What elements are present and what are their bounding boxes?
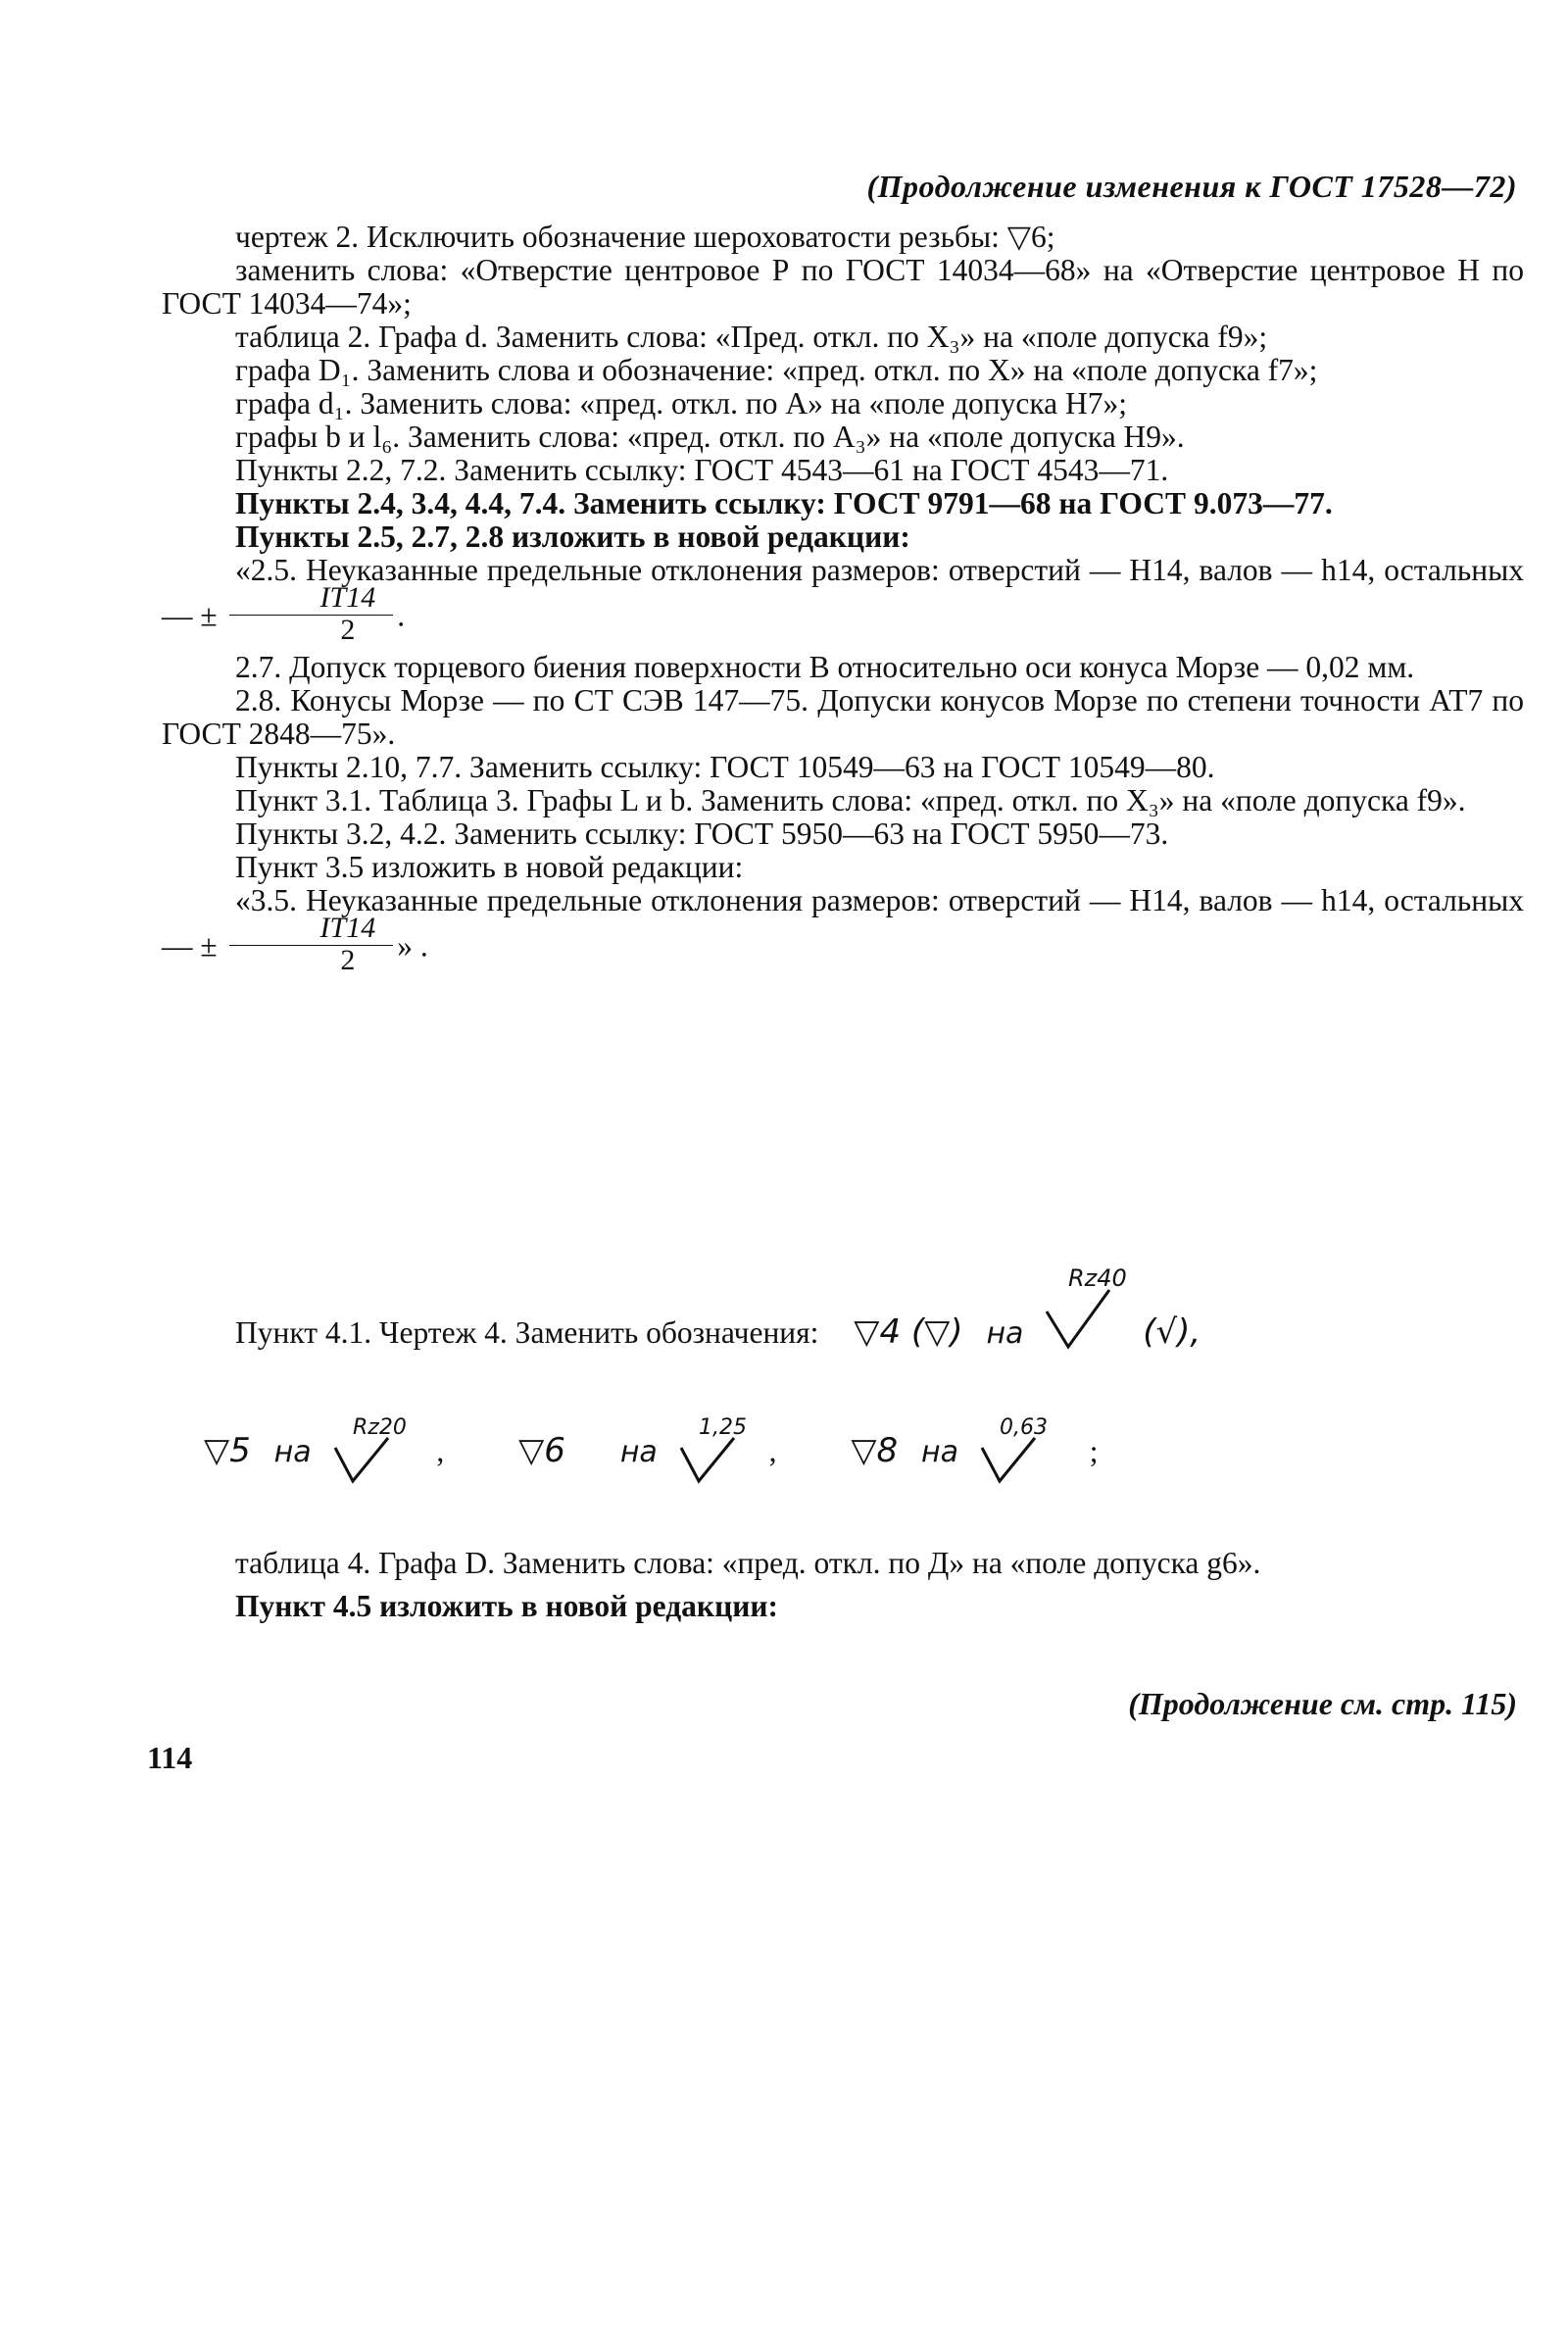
- roughness-label: 1,25: [698, 1416, 747, 1440]
- paragraph: 2.8. Конусы Морзе — по СТ СЭВ 147—75. Допуски конусов Морзе по степени точности АТ7 по ГОСТ 2848—75».: [162, 683, 1524, 751]
- paragraph: Пункт 4.5 изложить в новой редакции:: [235, 1589, 779, 1623]
- paragraph: 2.7. Допуск торцевого биения поверхности В относительно оси конуса Морзе — 0,02 мм.: [235, 650, 1415, 684]
- roughness-check-icon: [974, 1416, 1053, 1493]
- paragraph-tail: » .: [397, 928, 428, 964]
- page-header: (Продолжение изменения к ГОСТ 17528—72): [866, 169, 1517, 204]
- paragraph: Пункты 3.2, 4.2. Заменить ссылку: ГОСТ 5950—63 на ГОСТ 5950—73.: [235, 816, 1169, 851]
- continuation-note: (Продолжение см. стр. 115): [1128, 1686, 1517, 1721]
- paragraph: заменить слова: «Отверстие центровое Р по ГОСТ 14034—68» на «Отверстие центровое Н по ГОСТ 14034—74»;: [162, 253, 1524, 321]
- body-text-lower: [162, 1547, 1524, 1623]
- body-text-upper: [162, 221, 1524, 981]
- roughness-label: 0,63: [999, 1416, 1048, 1440]
- na-word: на: [920, 1435, 958, 1470]
- na-word: на: [619, 1435, 658, 1470]
- roughness-label: Rz40: [1068, 1264, 1128, 1292]
- paragraph: Пункты 2.5, 2.7, 2.8 изложить в новой редакции:: [235, 519, 910, 554]
- fraction-numerator: IT14: [229, 581, 394, 616]
- roughness-check-icon: [673, 1416, 752, 1493]
- roughness-check-icon: [1039, 1264, 1127, 1360]
- paragraph-3-5: [162, 884, 1524, 981]
- paragraph: Пункты 2.2, 7.2. Заменить ссылку: ГОСТ 4543—61 на ГОСТ 4543—71.: [235, 453, 1169, 487]
- paragraph-2-5: [162, 554, 1524, 651]
- paragraph: чертеж 2. Исключить обозначение шероховатости резьбы: ▽6;: [235, 220, 1055, 254]
- old-roughness-symbol: ▽5: [204, 1431, 251, 1471]
- paragraph-tail: .: [397, 598, 406, 633]
- fraction-denominator: 2: [340, 614, 356, 646]
- fraction: [229, 581, 394, 645]
- separator: ,: [768, 1434, 777, 1469]
- old-roughness-symbol: ▽4 (▽): [854, 1312, 963, 1353]
- old-roughness-symbol: ▽6: [518, 1431, 565, 1471]
- fraction-numerator: IT14: [229, 912, 394, 946]
- separator: ;: [1089, 1434, 1099, 1469]
- separator: ,: [436, 1434, 445, 1469]
- paragraph: Пункты 2.10, 7.7. Заменить ссылку: ГОСТ 10549—63 на ГОСТ 10549—80.: [235, 750, 1215, 784]
- paragraph-4-1: [235, 1264, 1208, 1360]
- paragraph: Пункт 3.1. Таблица 3. Графы L и b. Заменить слова: «пред. откл. по X₃» на «поле допуска f9».: [235, 783, 1466, 817]
- roughness-check-icon: [327, 1416, 406, 1493]
- paragraph-label: Пункт 4.1. Чертеж 4. Заменить обозначения:: [235, 1315, 819, 1351]
- roughness-replacements: [196, 1416, 1098, 1493]
- paragraph: Пункт 3.5 изложить в новой редакции:: [235, 850, 744, 884]
- replacement-item: [843, 1416, 1099, 1471]
- paragraph: таблица 4. Графа D. Заменить слова: «пред. откл. по Д» на «поле допуска g6».: [235, 1546, 1261, 1580]
- replacement-item: [511, 1416, 784, 1471]
- paragraph: таблица 2. Графа d. Заменить слова: «Пред. откл. по X₃» на «поле допуска f9»;: [235, 320, 1268, 354]
- paragraph: Пункты 2.4, 3.4, 4.4, 7.4. Заменить ссылку: ГОСТ 9791—68 на ГОСТ 9.073—77.: [235, 486, 1333, 520]
- na-word: на: [986, 1316, 1024, 1352]
- paragraph: графы b и l₆. Заменить слова: «пред. откл. по А₃» на «поле допуска Н9».: [235, 420, 1185, 454]
- paragraph-text: «2.5. Неуказанные предельные отклонения размеров: отверстий — Н14, валов — h14, остальных — ±: [162, 553, 1524, 633]
- paragraph: графа d₁. Заменить слова: «пред. откл. по А» на «поле допуска Н7»;: [235, 386, 1128, 420]
- fraction: [229, 912, 394, 975]
- paragraph-text: «3.5. Неуказанные предельные отклонения размеров: отверстий — Н14, валов — h14, остальных — ±: [162, 883, 1524, 964]
- old-roughness-symbol: ▽8: [851, 1431, 899, 1471]
- replacement-item: [196, 1416, 452, 1471]
- na-word: на: [273, 1435, 312, 1470]
- page-number: 114: [147, 1740, 193, 1775]
- paragraph: графа D₁. Заменить слова и обозначение: «пред. откл. по X» на «поле допуска f7»;: [235, 353, 1318, 387]
- fraction-denominator: 2: [340, 944, 356, 976]
- roughness-label: Rz20: [352, 1416, 406, 1440]
- new-roughness-paren: (√),: [1143, 1312, 1201, 1353]
